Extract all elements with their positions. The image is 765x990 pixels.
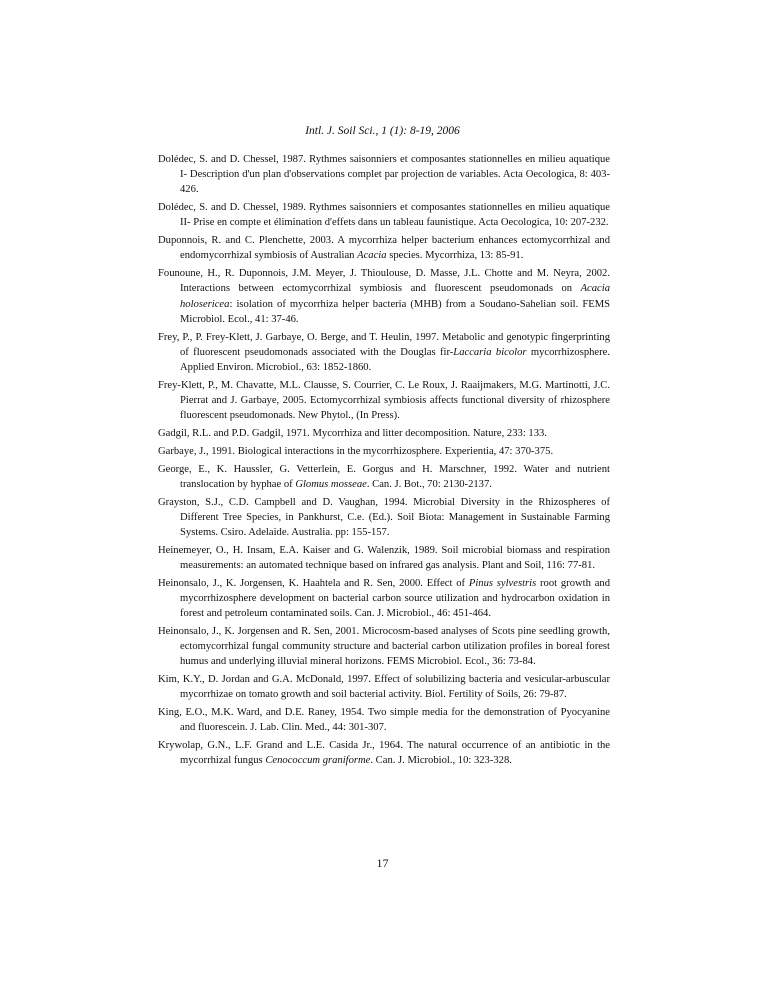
reference-text: Frey, P., P. Frey-Klett, J. Garbaye, O. Berge, and T. Heulin, 1997. Metabolic and genotypic fingerprinting of fluorescent pseudomonads associated with the Douglas fir-: [158, 331, 610, 358]
reference-entry: [158, 543, 610, 573]
reference-entry: [158, 462, 610, 492]
reference-text: King, E.O., M.K. Ward, and D.E. Raney, 1954. Two simple media for the demonstration of Pyocyanine and fluorescein. J. Lab. Clin. Med., 44: 301-307.: [158, 707, 610, 734]
reference-list: [158, 152, 610, 769]
reference-text: : isolation of mycorrhiza helper bacteria (MHB) from a Soudano-Sahelian soil. FEMS Microbiol. Ecol., 41: 37-46.: [180, 298, 610, 325]
reference-text: Garbaye, J., 1991. Biological interactions in the mycorrhizosphere. Experientia, 47: 370-375.: [158, 445, 554, 457]
reference-text: . Can. J. Microbiol., 10: 323-328.: [370, 755, 512, 767]
reference-text: mycorrhizosphere. Applied Environ. Microbiol., 63: 1852-1860.: [180, 346, 610, 374]
reference-entry: [158, 576, 610, 622]
reference-entry: [158, 738, 610, 768]
reference-text: Grayston, S.J., C.D. Campbell and D. Vaughan, 1994. Microbial Diversity in the Rhizospheres of Different Tree Species, in Pankhurst, C.e. (Ed.). Soil Biota: Management in Sustainable Farming Systems. Csiro. Adelaide. Australia. pp: 155-157.: [158, 496, 610, 539]
reference-entry: [158, 266, 610, 327]
reference-text: . Can. J. Bot., 70: 2130-2137.: [366, 478, 492, 490]
reference-entry: [158, 672, 610, 702]
reference-entry: [158, 444, 610, 459]
reference-text: Founoune, H., R. Duponnois, J.M. Meyer, J. Thioulouse, D. Masse, J.L. Chotte and M. Neyra, 2002. Interactions between ectomycorrhizal symbiosis and fluorescent pseudomonads on: [158, 268, 610, 295]
reference-entry: [158, 495, 610, 541]
reference-entry: [158, 705, 610, 735]
reference-italic-text: Pinus sylvestris: [468, 577, 537, 589]
reference-text: root growth and mycorrhizosphere development on bacterial carbon source utilization and hydrocarbon oxidation in forest and petroleum contaminated soils. Can. J. Microbiol., 46: 451-464.: [180, 577, 610, 620]
reference-italic-text: Cenococcum graniforme: [265, 755, 371, 767]
reference-italic-text: Acacia holosericea: [180, 283, 610, 310]
reference-entry: [158, 233, 610, 263]
reference-text: species. Mycorrhiza, 13: 85-91.: [386, 250, 524, 262]
reference-text: Gadgil, R.L. and P.D. Gadgil, 1971. Mycorrhiza and litter decomposition. Nature, 233: 133.: [158, 428, 547, 440]
running-header: Intl. J. Soil Sci., 1 (1): 8-19, 2006: [305, 125, 460, 137]
reference-text: Kim, K.Y., D. Jordan and G.A. McDonald, 1997. Effect of solubilizing bacteria and vesicular-arbuscular mycorrhizae on tomato growth and soil bacterial activity. Biol. Fertility of Soils, 26: 79-87.: [158, 674, 610, 701]
reference-text: Duponnois, R. and C. Plenchette, 2003. A mycorrhiza helper bacterium enhances ectomycorrhizal and endomycorrhizal symbiosis of Australian: [158, 235, 610, 262]
page-number: 17: [376, 856, 389, 870]
reference-italic-text: Laccaria bicolor: [453, 346, 527, 358]
reference-text: Heinonsalo, J., K. Jorgensen and R. Sen, 2001. Microcosm-based analyses of Scots pine seedling growth, ectomycorrhizal fungal community structure and bacterial carbon utilization profiles in boreal forest humus and underlying illuvial mineral horizons. FEMS Microbiol. Ecol., 36: 73-84.: [158, 626, 610, 668]
reference-text: Dolédec, S. and D. Chessel, 1989. Rythmes saisonniers et composantes stationnelles en milieu aquatique II- Prise en compte et élimination d'effets dans un tableau faunistique. Acta Oecologica, 10: 207-232.: [158, 202, 610, 229]
reference-text: Frey-Klett, P., M. Chavatte, M.L. Clausse, S. Courrier, C. Le Roux, J. Raaijmakers, M.G. Martinotti, J.C. Pierrat and J. Garbaye, 2005. Ectomycorrhizal symbiosis affects functional diversity of rhizosphere fluorescent pseudomonads. New Phytol., (In Press).: [158, 379, 610, 422]
reference-entry: [158, 330, 610, 376]
reference-text: Dolédec, S. and D. Chessel, 1987. Rythmes saisonniers et composantes stationnelles en milieu aquatique I- Description d'un plan d'observations complet par projection de variables. Acta Oecologica, 8: 403-426.: [158, 154, 610, 196]
reference-text: Heinemeyer, O., H. Insam, E.A. Kaiser and G. Walenzik, 1989. Soil microbial biomass and respiration measurements: an automated technique based on infrared gas analysis. Plant and Soil, 116: 77-81.: [158, 544, 610, 572]
reference-entry: [158, 152, 610, 198]
reference-text: Krywolap, G.N., L.F. Grand and L.E. Casida Jr., 1964. The natural occurrence of an antibiotic in the mycorrhizal fungus: [158, 740, 610, 767]
reference-italic-text: Glomus mosseae: [295, 478, 367, 490]
reference-entry: [158, 378, 610, 424]
reference-entry: [158, 426, 610, 441]
reference-entry: [158, 624, 610, 670]
reference-entry: [158, 200, 610, 230]
reference-text: Heinonsalo, J., K. Jorgensen, K. Haahtela and R. Sen, 2000. Effect of: [158, 577, 469, 589]
reference-italic-text: Acacia: [357, 250, 387, 262]
reference-text: George, E., K. Haussler, G. Vetterlein, E. Gorgus and H. Marschner, 1992. Water and nutrient translocation by hyphae of: [158, 463, 610, 490]
